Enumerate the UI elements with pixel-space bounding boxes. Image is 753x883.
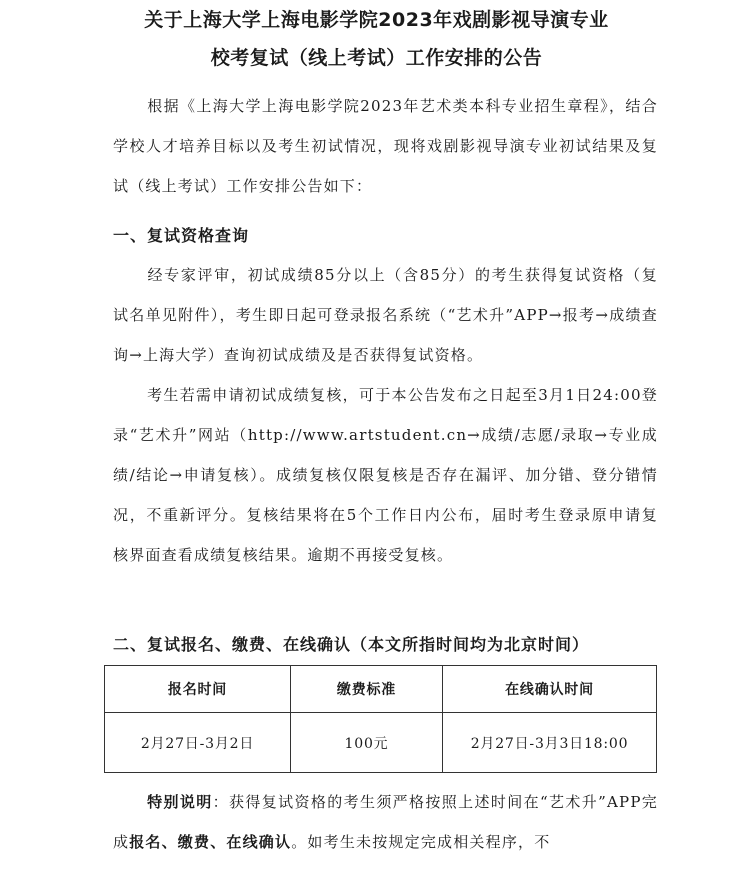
- section-1-paragraph-2: [113, 375, 658, 575]
- header-fee-standard: 缴费标准: [291, 666, 443, 713]
- special-note-text-c: 。如考生未按规定完成相关程序，不: [291, 833, 551, 851]
- cell-online-confirmation-time: 2月27日-3月3日18:00: [443, 713, 657, 773]
- table-header-row: [105, 666, 657, 713]
- table-row: [105, 713, 657, 773]
- title-line-1: 关于上海大学上海电影学院2023年戏剧影视导演专业: [144, 9, 609, 31]
- header-online-confirmation-time: 在线确认时间: [443, 666, 657, 713]
- cell-registration-time: 2月27日-3月2日: [105, 713, 291, 773]
- intro-paragraph: [113, 86, 658, 206]
- schedule-table: [104, 665, 657, 773]
- section-2-heading: 二、复试报名、缴费、在线确认（本文所指时间均为北京时间）: [113, 635, 590, 654]
- special-note-text-a: ：获得复试资格的考生须严格按照上述时间在“艺术升”APP完成: [113, 793, 658, 851]
- section-1-heading: 一、复试资格查询: [113, 226, 250, 245]
- qualification-text: 经专家评审，初试成绩85分以上（含85分）的考生获得复试资格（复试名单见附件），考生即日起可登录报名系统（“艺术升”APP→报考→成绩查询→上海大学）查询初试成绩及是否获得复试资格。: [113, 266, 658, 364]
- special-note-emphasis: 报名、缴费、在线确认: [129, 833, 292, 851]
- special-note-paragraph: [113, 782, 658, 862]
- special-note-label: 特别说明: [147, 793, 213, 811]
- header-registration-time: 报名时间: [105, 666, 291, 713]
- cell-fee-standard: 100元: [291, 713, 443, 773]
- section-1-paragraph-1: [113, 255, 658, 375]
- title-line-2: 校考复试（线上考试）工作安排的公告: [210, 47, 543, 69]
- review-text: 考生若需申请初试成绩复核，可于本公告发布之日起至3月1日24:00登录“艺术升”网站（http://www.artstudent.cn→成绩/志愿/录取→专业成绩/结论→申请复核）。成绩复核仅限复核是否存在漏评、加分错、登分错情况，不重新评分。复核结果将在5个工作日内公布，届时考生登录原申请复核界面查看成绩复核结果。逾期不再接受复核。: [113, 386, 658, 564]
- intro-text: 根据《上海大学上海电影学院2023年艺术类本科专业招生章程》，结合学校人才培养目标以及考生初试情况，现将戏剧影视导演专业初试结果及复试（线上考试）工作安排公告如下：: [113, 97, 658, 195]
